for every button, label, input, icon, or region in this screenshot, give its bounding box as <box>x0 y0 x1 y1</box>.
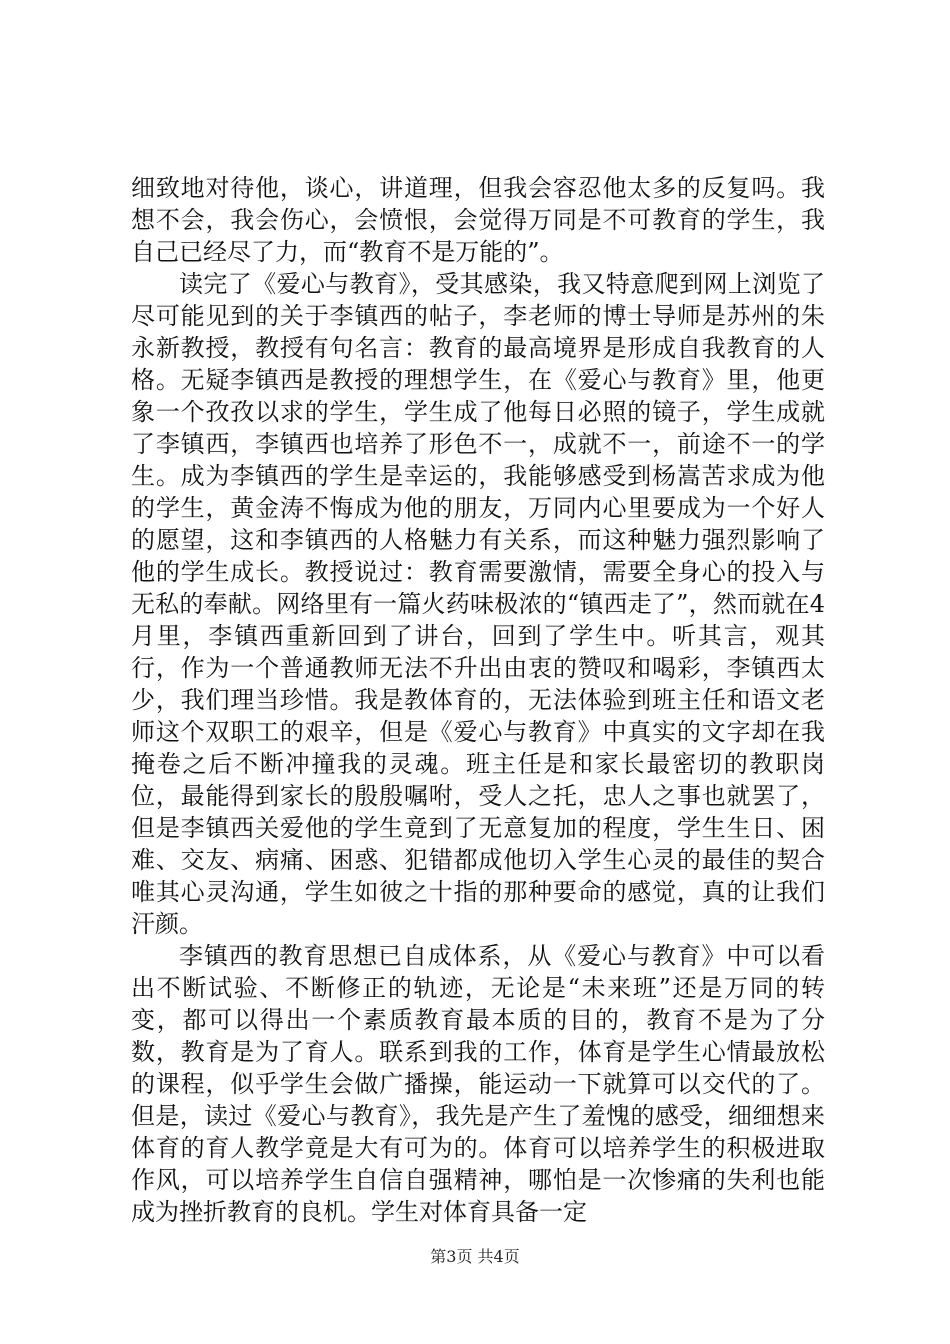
paragraph-1: 细致地对待他，谈心，讲道理，但我会容忍他太多的反复吗。我想不会，我会伤心，会愤恨，会觉得万同是不可教育的学生，我自己已经尽了力，而“教育不是万能的”。 <box>131 174 825 266</box>
paragraph-3: 李镇西的教育思想已自成体系，从《爱心与教育》中可以看出不断试验、不断修正的轨迹，无论是“未来班”还是万同的转变，都可以得出一个素质教育最本质的目的，教育不是为了分数，教育是为了育人。联系到我的工作，体育是学生心情最放松的课程，似乎学生会做广播操，能运动一下就算可以交代的了。但是，读过《爱心与教育》，我先是产生了羞愧的感受，细细想来体育的育人教学竟是大有可为的。体育可以培养学生的积极进取作风，可以培养学生自信自强精神，哪怕是一次惨痛的失利也能成为挫折教育的良机。学生对体育具备一定 <box>131 942 825 1226</box>
body-text <box>131 172 825 1228</box>
paragraph-2: 读完了《爱心与教育》，受其感染，我又特意爬到网上浏览了尽可能见到的关于李镇西的帖子，李老师的博士导师是苏州的朱永新教授，教授有句名言：教育的最高境界是形成自我教育的人格。无疑李镇西是教授的理想学生，在《爱心与教育》里，他更象一个孜孜以求的学生，学生成了他每日必照的镜子，学生成就了李镇西，李镇西也培养了形色不一，成就不一，前途不一的学生。成为李镇西的学生是幸运的，我能够感受到杨嵩苦求成为他的学生，黄金涛不悔成为他的朋友，万同内心里要成为一个好人的愿望，这和李镇西的人格魅力有关系，而这种魅力强烈影响了他的学生成长。教授说过：教育需要激情，需要全身心的投入与无私的奉献。网络里有一篇火药味极浓的“镇西走了”，然而就在4月里，李镇西重新回到了讲台，回到了学生中。听其言，观其行，作为一个普通教师无法不升出由衷的赞叹和喝彩，李镇西太少，我们理当珍惜。我是教体育的，无法体验到班主任和语文老师这个双职工的艰辛，但是《爱心与教育》中真实的文字却在我掩卷之后不断冲撞我的灵魂。班主任是和家长最密切的教职岗位，最能得到家长的殷殷嘱咐，受人之托，忠人之事也就罢了，但是李镇西关爱他的学生竟到了无意复加的程度，学生生日、困难、交友、病痛、困惑、犯错都成他切入学生心灵的最佳的契合唯其心灵沟通，学生如彼之十指的那种要命的感觉，真的让我们汗颜。 <box>131 270 825 938</box>
page-footer: 第3页 共4页 <box>430 1247 520 1266</box>
